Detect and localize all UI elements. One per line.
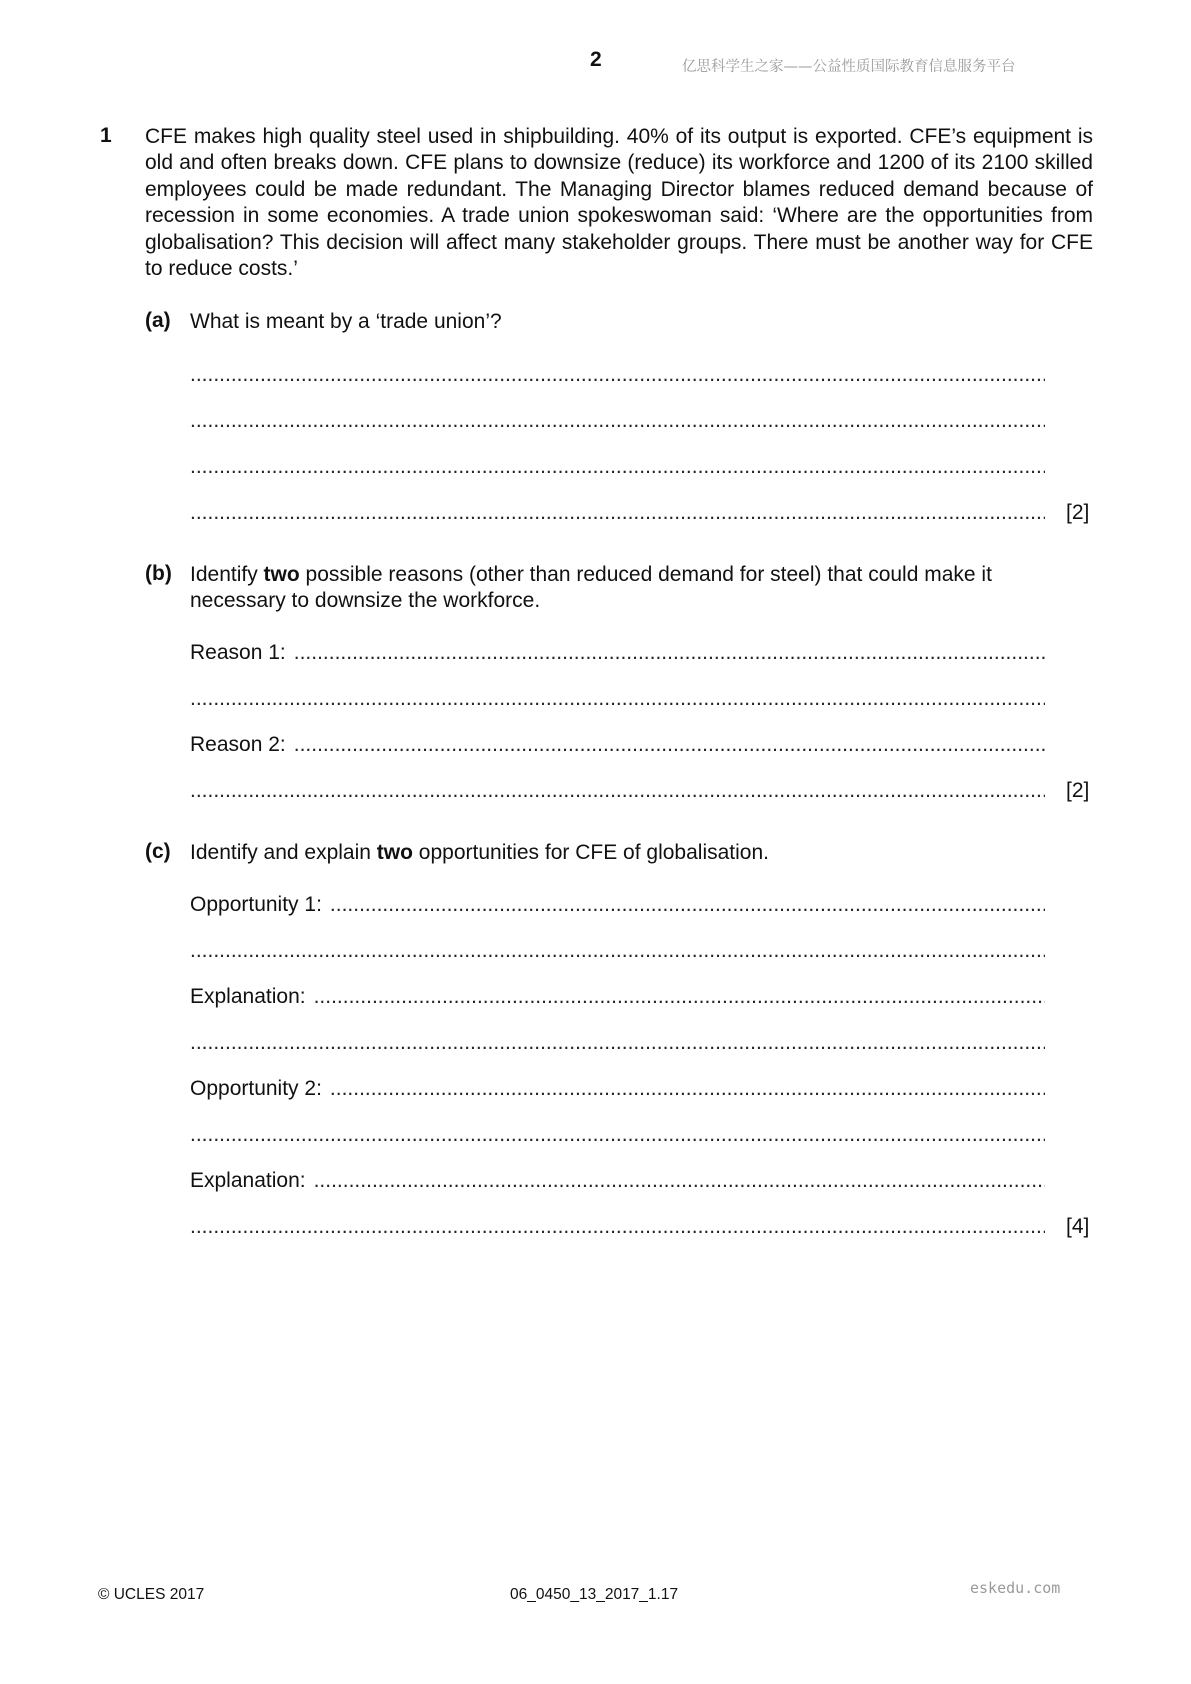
answer-line[interactable]: [190, 687, 1045, 711]
dotted-rule: [190, 1215, 1045, 1239]
reason-1-label: Reason 1:: [190, 641, 286, 664]
site-watermark: eskedu.com: [970, 1579, 1061, 1597]
explanation-1-label: Explanation:: [190, 985, 306, 1008]
part-b-text-start: Identify: [190, 563, 264, 586]
explanation-2-label: Explanation:: [190, 1169, 306, 1192]
dotted-rule: [314, 985, 1045, 1009]
dotted-rule: [314, 1169, 1045, 1193]
opportunity-1-line[interactable]: [190, 893, 1045, 917]
dotted-rule: [190, 409, 1045, 433]
answer-line[interactable]: [190, 363, 1045, 387]
paper-code: 06_0450_13_2017_1.17: [510, 1586, 679, 1603]
dotted-rule: [330, 1077, 1045, 1101]
dotted-rule: [190, 1123, 1045, 1147]
part-b-marks: [2]: [1066, 779, 1090, 802]
dotted-rule: [190, 363, 1045, 387]
opportunity-1-label: Opportunity 1:: [190, 893, 322, 916]
question-stem: CFE makes high quality steel used in shipbuilding. 40% of its output is exported. CFE’s equipment is old and often breaks down. CFE plans to downsize (reduce) its workforce and 1200 of its 2100 skilled employees could be made redundant. The Managing Director blames reduced demand because of recession in some economies. A trade union spokeswoman said: ‘Where are the opportunities from globalisation? This decision will affect many stakeholder groups. There must be another way for CFE to reduce costs.’: [145, 125, 1093, 281]
dotted-rule: [190, 455, 1045, 479]
part-c-label: (c): [145, 840, 171, 863]
dotted-rule: [330, 893, 1045, 917]
explanation-1-line[interactable]: [190, 985, 1045, 1009]
dotted-rule: [190, 1031, 1045, 1055]
reason-1-line[interactable]: [190, 641, 1045, 665]
answer-line[interactable]: [190, 779, 1045, 803]
answer-line[interactable]: [190, 501, 1045, 525]
answer-line[interactable]: [190, 1215, 1045, 1239]
part-c-text-start: Identify and explain: [190, 841, 377, 864]
dotted-rule: [294, 733, 1045, 757]
part-c-question: [190, 840, 1050, 866]
page-number: 2: [590, 48, 602, 71]
copyright: © UCLES 2017: [98, 1586, 205, 1603]
dotted-rule: [190, 501, 1045, 525]
reason-2-label: Reason 2:: [190, 733, 286, 756]
dotted-rule: [190, 939, 1045, 963]
opportunity-2-line[interactable]: [190, 1077, 1045, 1101]
part-c-text-end: opportunities for CFE of globalisation.: [412, 841, 769, 864]
answer-line[interactable]: [190, 409, 1045, 433]
part-a-marks: [2]: [1066, 501, 1090, 524]
part-c-marks: [4]: [1066, 1215, 1090, 1238]
answer-line[interactable]: [190, 1123, 1045, 1147]
part-b-text-end: possible reasons (other than reduced demand for steel) that could make it necessary to downsize the workforce.: [190, 563, 992, 612]
question-number: 1: [100, 124, 112, 147]
part-b-emphasis: two: [263, 563, 300, 586]
part-a-question: What is meant by a ‘trade union’?: [190, 310, 502, 333]
part-a-label: (a): [145, 309, 171, 332]
dotted-rule: [190, 687, 1045, 711]
part-b-question: [190, 562, 1050, 614]
dotted-rule: [190, 779, 1045, 803]
part-b-label: (b): [145, 562, 172, 585]
part-c-emphasis: two: [376, 841, 413, 864]
answer-line[interactable]: [190, 1031, 1045, 1055]
reason-2-line[interactable]: [190, 733, 1045, 757]
explanation-2-line[interactable]: [190, 1169, 1045, 1193]
answer-line[interactable]: [190, 455, 1045, 479]
answer-line[interactable]: [190, 939, 1045, 963]
header-watermark: 亿思科学生之家——公益性质国际教育信息服务平台: [682, 59, 1016, 75]
dotted-rule: [294, 641, 1045, 665]
opportunity-2-label: Opportunity 2:: [190, 1077, 322, 1100]
